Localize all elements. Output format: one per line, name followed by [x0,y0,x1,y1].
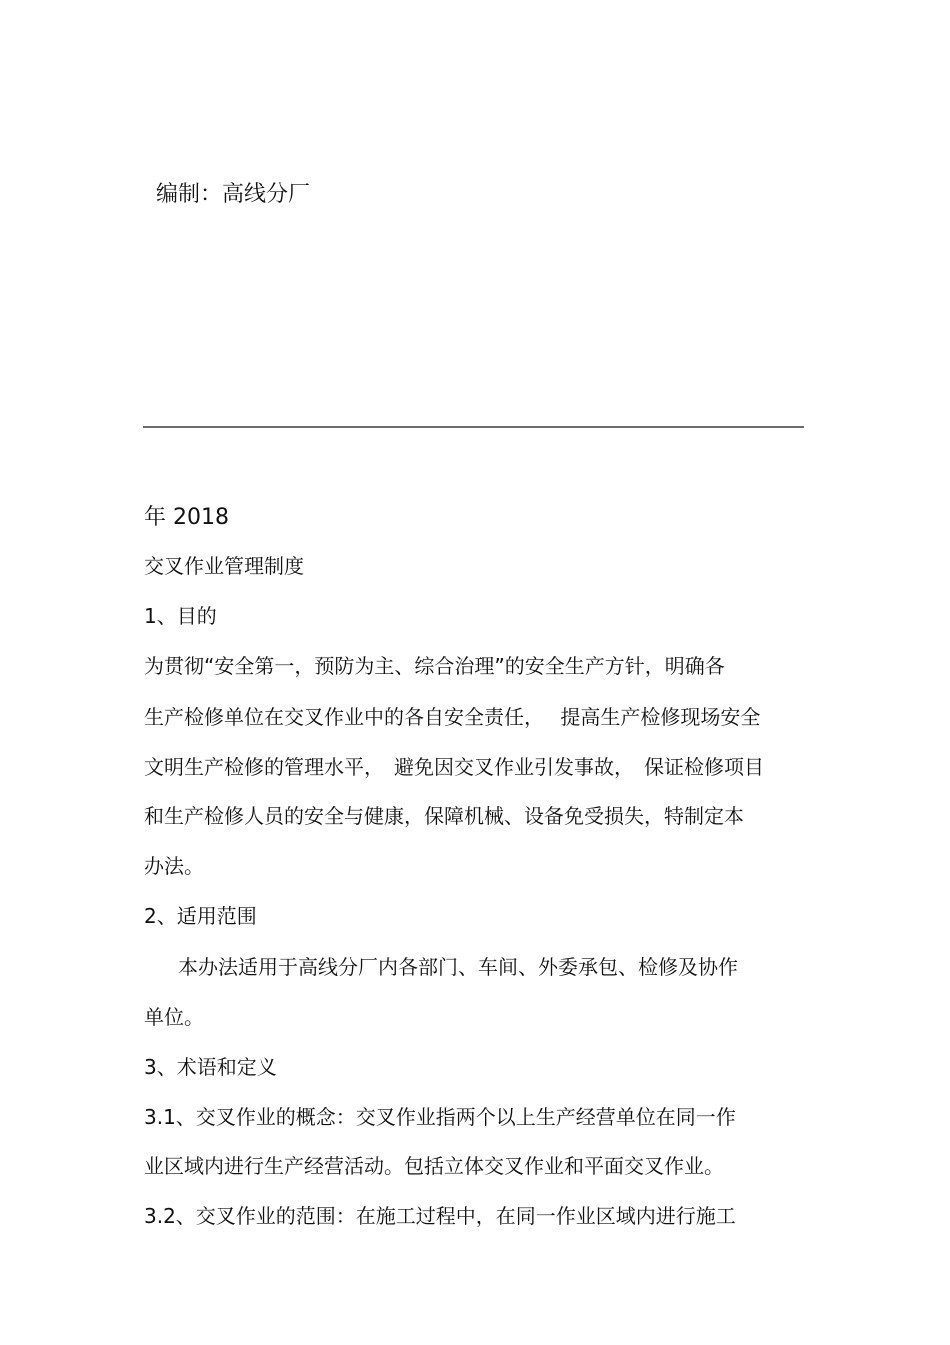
horizontal-divider [143,426,804,428]
compiler-line: 编制：高线分厂 [156,182,311,207]
paragraph-line: 办法。 [144,854,204,878]
section-heading-scope: 2、适用范围 [144,904,257,928]
paragraph-line: 单位。 [144,1005,204,1029]
paragraph-line: 3.1、交叉作业的概念：交叉作业指两个以上生产经营单位在同一作 [144,1105,736,1129]
paragraph-line: 为贯彻“安全第一，预防为主、综合治理”的安全生产方针，明确各 [144,654,725,678]
paragraph-line: 本办法适用于高线分厂内各部门、车间、外委承包、检修及协作 [178,955,738,979]
year-line: 年 2018 [144,505,229,530]
paragraph-line: 和生产检修人员的安全与健康，保障机械、设备免受损失，特制定本 [144,804,744,828]
paragraph-line: 生产检修单位在交叉作业中的各自安全责任， 提高生产检修现场安全 [144,705,761,729]
paragraph-line: 文明生产检修的管理水平， 避免因交叉作业引发事故， 保证检修项目 [144,755,764,779]
document-title: 交叉作业管理制度 [144,554,304,578]
paragraph-line: 业区域内进行生产经营活动。包括立体交叉作业和平面交叉作业。 [144,1154,724,1178]
paragraph-line: 3.2、交叉作业的范围：在施工过程中，在同一作业区域内进行施工 [144,1204,736,1228]
section-heading-definitions: 3、术语和定义 [144,1055,277,1079]
section-heading-purpose: 1、目的 [144,604,217,628]
